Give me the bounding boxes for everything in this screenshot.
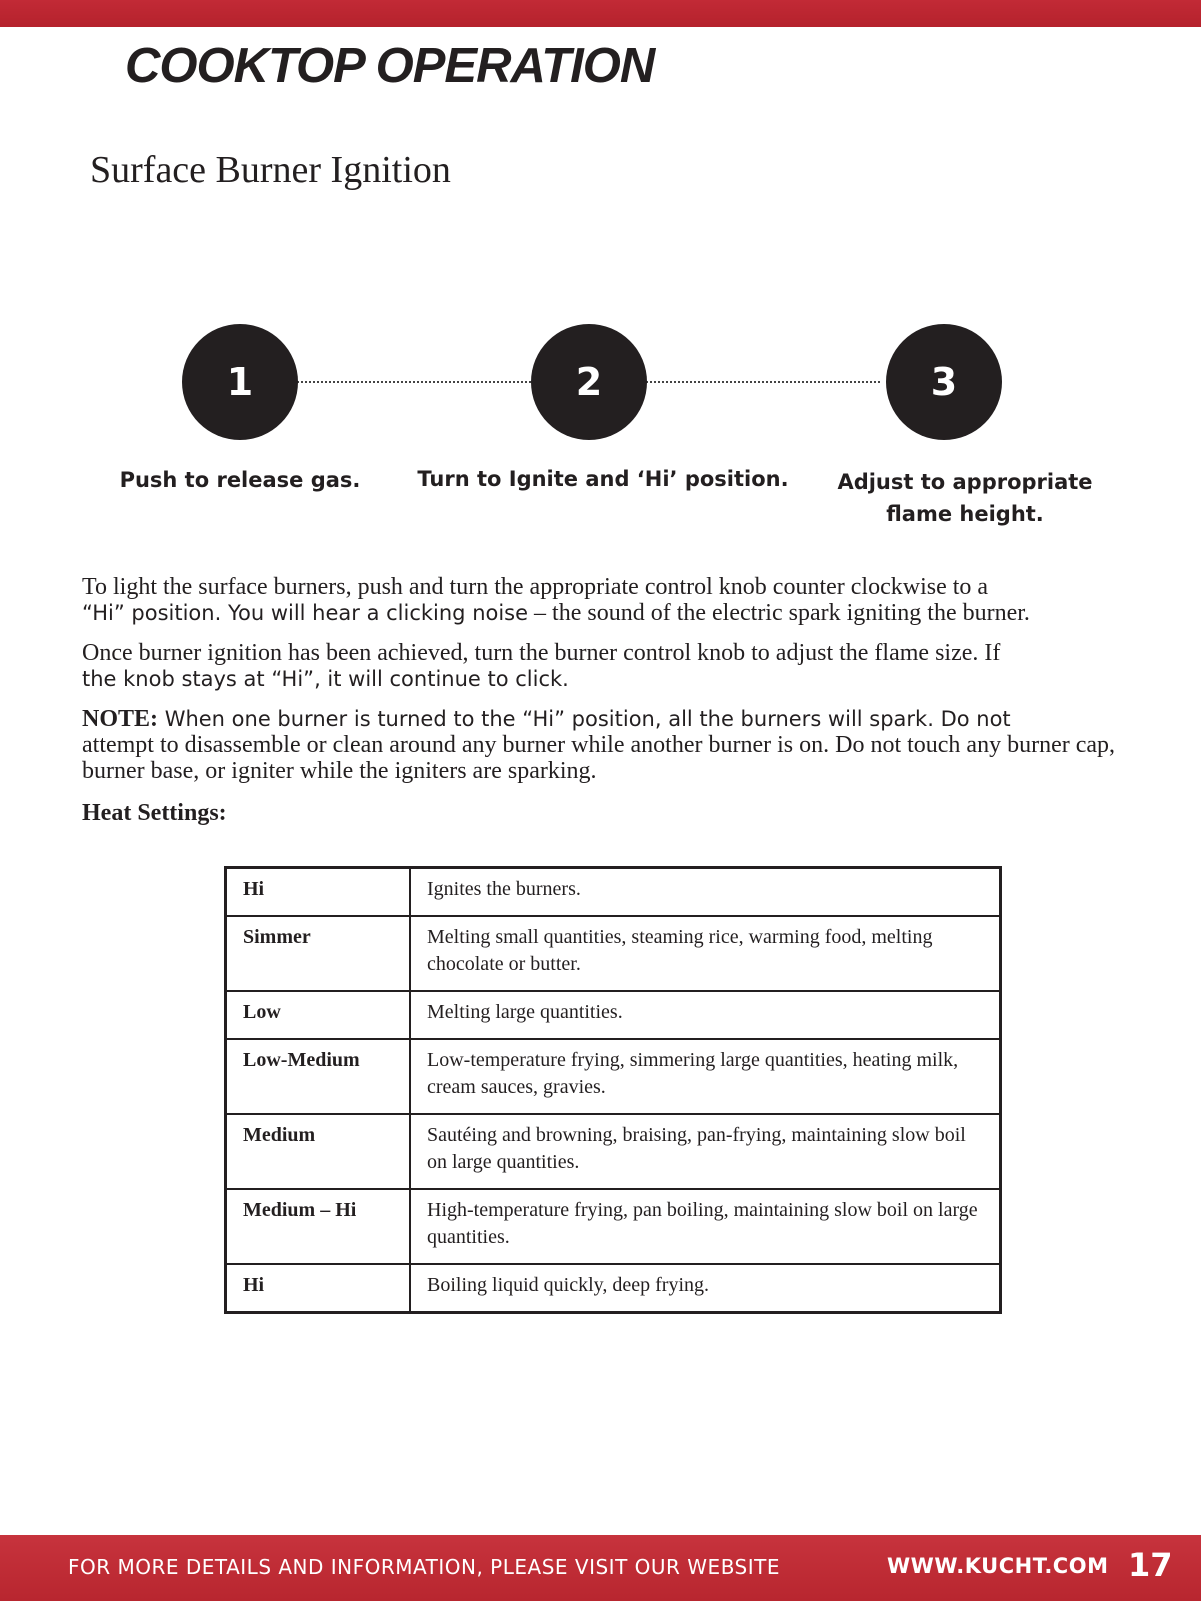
note-rest: attempt to disassemble or clean around any burner while another burner is on. Do not touch any burner cap, burner base, or igniter while the igniters are sparking. <box>82 732 1116 784</box>
step-connector-2-3 <box>646 381 880 383</box>
heat-settings-heading: Heat Settings: <box>82 800 227 826</box>
top-accent-bar <box>0 0 1201 27</box>
heat-settings-table <box>224 866 1002 1314</box>
section-title: Surface Burner Ignition <box>90 149 451 191</box>
website-link[interactable]: WWW.KUCHT.COM <box>887 1554 1109 1578</box>
paragraph-lighting-clicking: “Hi” position. You will hear a clicking noise <box>82 601 529 625</box>
step-connector-1-2 <box>297 381 531 383</box>
step-2-circle <box>531 324 647 440</box>
paragraph-lighting-spark: – the sound of the electric spark igniting the burner. <box>528 600 1030 626</box>
footer-text: FOR MORE DETAILS AND INFORMATION, PLEASE VISIT OUR WEBSITE <box>68 1555 781 1579</box>
step-1-caption: Push to release gas. <box>119 468 361 492</box>
step-3-number: 3 <box>930 360 958 404</box>
heat-setting-use: Melting small quantities, steaming rice, warming food, melting chocolate or butter. <box>410 916 1001 991</box>
table-row <box>226 1039 1001 1114</box>
heat-setting-name: Medium <box>226 1114 411 1189</box>
heat-setting-use: Sautéing and browning, braising, pan-frying, maintaining slow boil on large quantities. <box>410 1114 1001 1189</box>
heat-setting-use: High-temperature frying, pan boiling, maintaining slow boil on large quantities. <box>410 1189 1001 1264</box>
table-row <box>226 1114 1001 1189</box>
heat-setting-name: Low <box>226 991 411 1039</box>
step-3-caption-line2: flame height. <box>886 502 1044 526</box>
heat-setting-name: Simmer <box>226 916 411 991</box>
step-3-caption-line1: Adjust to appropriate <box>837 470 1093 494</box>
heat-setting-use: Low-temperature frying, simmering large quantities, heating milk, cream sauces, gravies. <box>410 1039 1001 1114</box>
note-label: NOTE: <box>82 706 159 732</box>
step-1-number: 1 <box>226 360 254 404</box>
footer-bar <box>0 1535 1201 1601</box>
step-2-caption: Turn to Ignite and ‘Hi’ position. <box>417 467 789 491</box>
note-paragraph <box>82 706 1132 784</box>
paragraph-adjust <box>82 640 1132 692</box>
table-row <box>226 868 1001 917</box>
heat-setting-name: Hi <box>226 1264 411 1313</box>
table-row <box>226 1189 1001 1264</box>
heat-setting-use: Melting large quantities. <box>410 991 1001 1039</box>
step-3-caption <box>820 466 1110 530</box>
paragraph-lighting <box>82 574 1132 626</box>
heat-setting-use: Ignites the burners. <box>410 868 1001 917</box>
page-title: COOKTOP OPERATION <box>125 39 655 93</box>
heat-setting-use: Boiling liquid quickly, deep frying. <box>410 1264 1001 1313</box>
step-1-circle <box>182 324 298 440</box>
paragraph-lighting-line1: To light the surface burners, push and turn the appropriate control knob counter clockwise to a <box>82 574 989 600</box>
table-row <box>226 991 1001 1039</box>
note-line1: When one burner is turned to the “Hi” position, all the burners will spark. Do not <box>158 707 1011 731</box>
heat-setting-name: Hi <box>226 868 411 917</box>
page-number: 17 <box>1128 1546 1173 1584</box>
step-2-number: 2 <box>575 360 603 404</box>
paragraph-adjust-line1: Once burner ignition has been achieved, turn the burner control knob to adjust the flame size. If <box>82 640 1001 666</box>
heat-setting-name: Low-Medium <box>226 1039 411 1114</box>
heat-setting-name: Medium – Hi <box>226 1189 411 1264</box>
table-row <box>226 916 1001 991</box>
step-3-circle <box>886 324 1002 440</box>
table-row <box>226 1264 1001 1313</box>
paragraph-adjust-line2: the knob stays at “Hi”, it will continue to click. <box>82 667 569 691</box>
